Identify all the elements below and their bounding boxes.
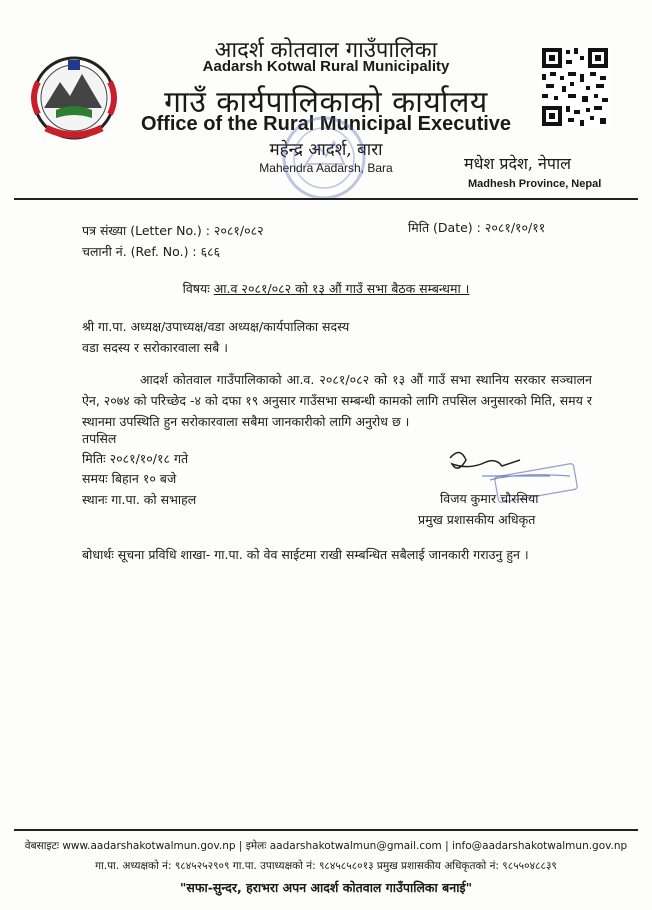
location-nepali: महेन्द्र आदर्श, बारा [269, 140, 383, 160]
municipality-name-english: Aadarsh Kotwal Rural Municipality [202, 58, 450, 75]
recipient-line-2: वडा सदस्य र सरोकारवाला सबै । [82, 340, 229, 355]
tapasil-time: समयः बिहान १० बजे [82, 471, 177, 486]
province-english: Madhesh Province, Nepal [468, 178, 602, 190]
office-name-nepali: गाउँ कार्यपालिकाको कार्यालय [164, 85, 488, 120]
footer-divider [14, 829, 638, 831]
recipient-line-1: श्री गा.पा. अध्यक्ष/उपाध्यक्ष/वडा अध्यक्ष/कार्यपालिका सदस्य [82, 319, 350, 334]
subject-line [0, 280, 652, 297]
province-nepali: मधेश प्रदेश, नेपाल [464, 154, 571, 173]
municipality-name-nepali: आदर्श कोतवाल गाउँपालिका [214, 38, 438, 63]
bodharth-note: बोधार्थः सूचना प्रविधि शाखा- गा.पा. को वेव साईटमा राखी सम्बन्धित सबैलाई जानकारी गराउनु हुन । [82, 547, 529, 562]
subject-prefix: विषयः [182, 281, 210, 296]
signatory-name: विजय कुमार चौरसिया [440, 491, 539, 506]
tapasil-heading: तपसिल [82, 431, 117, 446]
body-paragraph: आदर्श कोतवाल गाउँपालिकाको आ.व. २०८१/०८२ को १३ औं गाउँ सभा स्थानिय सरकार सञ्चालन ऐन, २०७४ को परिच्छेद -४ को दफा १९ अनुसार गाउँसभा सम्बन्धी कामको लागि तपसिल अनुसारको मिति, समय र स्थानमा उपस्थिति हुन सरोकारवाला सबैमा जानकारीको लागि अनुरोध छ । [82, 372, 592, 429]
footer-slogan: "सफा-सुन्दर, हराभरा अपन आदर्श कोतवाल गाउँपालिका बनाई" [179, 880, 473, 895]
letter-number: पत्र संख्या (Letter No.) : २०८१/०८२ [82, 223, 264, 238]
subject-text: आ.व २०८१/०८२ को १३ औं गाउँ सभा बैठक सम्बन्धमा । [213, 281, 470, 296]
tapasil-date: मितिः २०८१/१०/१८ गते [82, 451, 189, 466]
header-divider [14, 198, 638, 200]
office-stamp-icon [278, 112, 370, 204]
footer-contact: वेबसाइटः www.aadarshakotwalmun.gov.np | इमेलः aadarshakotwalmun@gmail.com | info@aadarshakotwalmun.gov.np [24, 840, 628, 852]
footer-phones: गा.पा. अध्यक्षको नं: ९८४५२५२९०९ गा.पा. उपाध्यक्षको नं: ९८४५८५८०१३ प्रमुख प्रशासकीय अधिकृतको नं: ९८५५०४८८३९ [95, 860, 557, 872]
location-english: Mahendra Aadarsh, Bara [259, 161, 393, 175]
reference-number: चलानी नं. (Ref. No.) : ६८६ [82, 244, 221, 259]
signatory-title: प्रमुख प्रशासकीय अधिकृत [418, 512, 536, 527]
office-name-english: Office of the Rural Municipal Executive [140, 113, 512, 135]
letter-date: मिति (Date) : २०८१/१०/११ [408, 220, 546, 235]
tapasil-venue: स्थानः गा.पा. को सभाहल [82, 492, 197, 507]
